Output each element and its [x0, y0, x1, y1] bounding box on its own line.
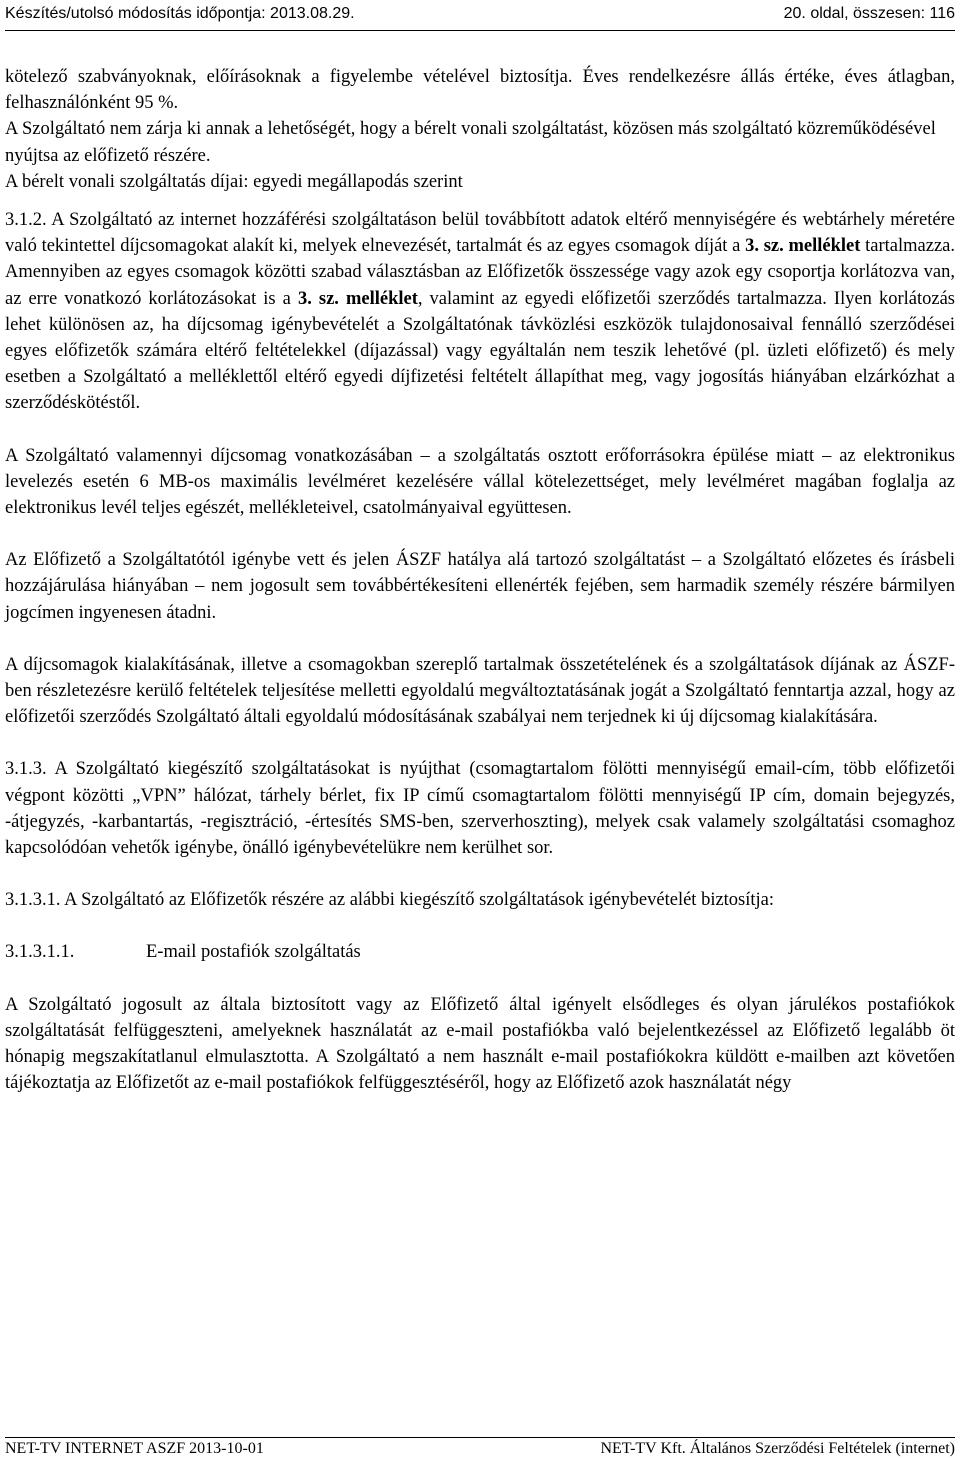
section-3-1-2-text-2: tartalmazza. Amennyiben az egyes csomagok közötti szabad választásban az Előfizetők összessége vagy azok egy csoportja korlátozva van, az erre vonatkozó korlátozásokat is a [5, 236, 955, 309]
document-code: NET-TV INTERNET ASZF 2013-10-01 [5, 1440, 264, 1457]
paragraph-leased-line-cooperation: A Szolgáltató nem zárja ki annak a lehetőségét, hogy a bérelt vonali szolgáltatást, közösen más szolgáltató közreműködésével nyújtsa az előfizető részére. [5, 119, 936, 166]
page-number: 20. oldal, összesen: 116 [783, 5, 955, 22]
section-3-1-2 [5, 207, 955, 417]
section-title: E-mail postafiók szolgáltatás [146, 942, 361, 963]
section-3-1-2-text-1: 3.1.2. A Szolgáltató az internet hozzáférési szolgáltatáson belül továbbított adatok eltérő mennyiségére és webtárhely méretére való tekintettel díjcsomagokat alakít ki, melyek elnevezését, tartalmát és az egyes csomagok díját a [5, 210, 955, 257]
appendix-reference: 3. sz. melléklet [297, 288, 418, 309]
paragraph-mailbox-suspension: A Szolgáltató jogosult az általa biztosított vagy az Előfizető által igényelt elsődleges és olyan járulékos postafiókok szolgáltatását felfüggeszteni, amelyeknek használatát az e-mail postafiókba való bejelentkezéssel az Előfizető legalább öt hónapig megszakítatlanul elmulasztotta. A Szolgáltató a nem használt e-mail postafiókokra küldött e-mailben azt követően tájékoztatja az Előfizetőt az e-mail postafiókok felfüggesztéséről, hogy az Előfizető azok használatát négy [5, 994, 955, 1094]
modification-date: Készítés/utolsó módosítás időpontja: 2013.08.29. [5, 5, 355, 22]
page-footer [5, 1437, 955, 1460]
paragraph-resale-prohibition: Az Előfizető a Szolgáltatótól igénybe vett és jelen ÁSZF hatálya alá tartozó szolgáltatást – a Szolgáltató előzetes és írásbeli hozzájárulása hiányában – nem jogosult sem továbbértékesíteni ellenérték fejében, sem harmadik személy részére bármilyen jogcímen ingyenesen átadni. [5, 550, 955, 623]
document-title: NET-TV Kft. Általános Szerződési Feltételek (internet) [600, 1440, 955, 1457]
section-3-1-3-1-1-heading [5, 939, 955, 965]
page-header [5, 0, 955, 31]
section-3-1-3: 3.1.3. A Szolgáltató kiegészítő szolgáltatásokat is nyújthat (csomagtartalom fölötti mennyiségű email-cím, több előfizetői végpont közötti „VPN” hálózat, tárhely bérlet, fix IP című csomagtartalom fölötti mennyiségű IP cím, domain bejegyzés, -átjegyzés, -karbantartás, -regisztráció, -értesítés SMS-ben, szerverhoszting), melyek csak valamely szolgáltatási csomaghoz kapcsolódóan vehetők igénybe, önálló igénybevételükre nem kerülhet sor. [5, 759, 955, 859]
paragraph-package-modification: A díjcsomagok kialakításának, illetve a csomagokban szereplő tartalmak összetételének és a szolgáltatások díjának az ÁSZF-ben részletezésre kerülő feltételek teljesítése melletti egyoldalú megváltoztatásának jogát a Szolgáltató fenntartja azzal, hogy az előfizetői szerződés Szolgáltató általi egyoldalú módosításának szabályai nem terjednek ki új díjcsomag kialakítására. [5, 654, 955, 728]
document-body [5, 64, 955, 1097]
paragraph-leased-line-fees: A bérelt vonali szolgáltatás díjai: egyedi megállapodás szerint [5, 171, 463, 192]
paragraph-availability: kötelező szabványoknak, előírásoknak a figyelembe vételével biztosítja. Éves rendelkezésre állás értéke, éves átlagban, felhasználónként 95 %. [5, 67, 955, 114]
paragraph-mailbox-size: A Szolgáltató valamennyi díjcsomag vonatkozásában – a szolgáltatás osztott erőforrásokra épülése miatt – az elektronikus levelezés esetén 6 MB-os maximális levélméret kezelésére vállal kötelezettséget, mely levélméret magában foglalja az elektronikus levél teljes egészét, mellékleteivel, csatolmányaival együttesen. [5, 445, 955, 519]
section-3-1-2-text-3: , valamint az egyedi előfizetői szerződés tartalmazza. Ilyen korlátozás lehet különösen az, ha díjcsomag igénybevételét a Szolgáltatónak távközlési eszközök tulajdonosaival fennálló szerződései egyes előfizetők számára eltérő feltételekkel (díjazással) vagy egyáltalán nem teszik lehetővé (pl. üzleti előfizető) és mely esetben a Szolgáltató a melléklettől eltérő egyedi díjfizetési feltételt állapíthat meg, vagy jogosítás hiányában elzárkózhat a szerződéskötéstől. [5, 288, 956, 414]
appendix-reference: 3. sz. melléklet [745, 236, 861, 257]
section-number: 3.1.3.1.1. [5, 942, 75, 963]
section-3-1-3-1: 3.1.3.1. A Szolgáltató az Előfizetők részére az alábbi kiegészítő szolgáltatások igénybevételét biztosítja: [5, 890, 775, 911]
